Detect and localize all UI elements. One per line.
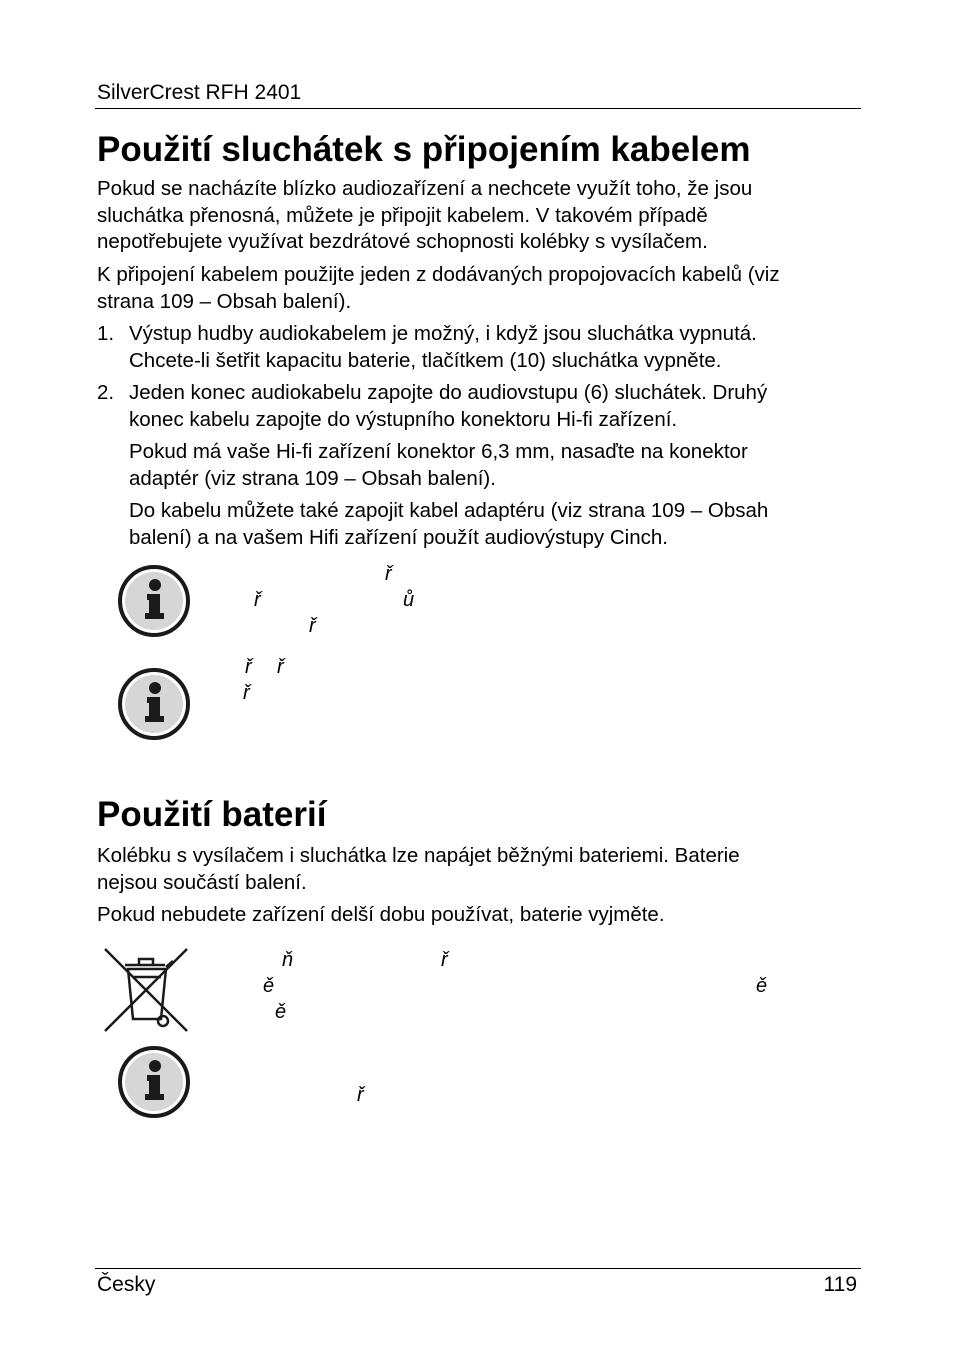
list-line: konec kabelu zapojte do výstupního konektoru Hi-fi zařízení.	[129, 407, 678, 431]
note1-fragment: ř	[385, 563, 392, 585]
list-item-1	[129, 321, 859, 374]
note1-fragment: ř	[309, 615, 316, 637]
note3-fragment: ň	[282, 949, 294, 971]
list-line: Do kabelu můžete také zapojit kabel adaptéru (viz strana 109 – Obsah	[129, 499, 769, 522]
note3-fragment: ě	[756, 975, 768, 997]
para-line: nepotřebujete využívat bezdrátové schopnosti kolébky s vysílačem.	[97, 230, 708, 253]
list-line: adaptér (viz strana 109 – Obsah balení).	[129, 466, 496, 490]
note2-fragment: ř	[245, 656, 252, 678]
header-rule	[95, 108, 861, 109]
info-icon	[116, 563, 192, 639]
para-line: nejsou součástí balení.	[97, 870, 307, 894]
note2-fragment: ř	[243, 682, 250, 704]
para-line: Pokud se nacházíte blízko audiozařízení a nechcete využít toho, že jsou	[97, 177, 753, 200]
list-item-2-sub2	[129, 498, 859, 551]
list-line: Jeden konec audiokabelu zapojte do audiovstupu (6) sluchátek. Druhý	[129, 381, 768, 404]
crossed-out-wheelie-bin-icon	[103, 947, 189, 1033]
list-line: Výstup hudby audiokabelem je možný, i když jsou sluchátka vypnutá.	[129, 322, 757, 345]
info-icon	[116, 666, 192, 742]
para-line: K připojení kabelem použijte jeden z dodávaných propojovacích kabelů (viz	[97, 263, 780, 286]
section2-para1	[97, 843, 857, 896]
list-item-2-sub1	[129, 439, 859, 492]
note1-fragment: ů	[403, 589, 415, 611]
note3-fragment: ě	[263, 975, 275, 997]
note1-fragment: ř	[254, 589, 261, 611]
para-line: Kolébku s vysílačem i sluchátka lze napájet běžnými bateriemi. Baterie	[97, 844, 740, 867]
section2-heading: Použití baterií	[97, 795, 327, 834]
list-line: Chcete-li šetřit kapacitu baterie, tlačítkem (10) sluchátka vypněte.	[129, 348, 722, 372]
list-number-1: 1.	[97, 322, 115, 345]
list-item-2	[129, 380, 859, 433]
section1-para2	[97, 262, 857, 315]
header-title: SilverCrest RFH 2401	[97, 81, 302, 104]
note4-fragment: ř	[357, 1084, 364, 1106]
para-line: strana 109 – Obsah balení).	[97, 289, 352, 313]
list-number-2: 2.	[97, 381, 115, 404]
footer-rule	[95, 1268, 861, 1269]
page-number: 119	[823, 1273, 857, 1296]
footer-language: Česky	[97, 1273, 156, 1296]
list-line: Pokud má vaše Hi-fi zařízení konektor 6,3 mm, nasaďte na konektor	[129, 440, 748, 463]
note3-fragment: ě	[275, 1001, 287, 1023]
section1-para1	[97, 176, 857, 256]
para-line: sluchátka přenosná, můžete je připojit kabelem. V takovém případě	[97, 203, 708, 227]
note3-fragment: ř	[441, 949, 448, 971]
para-line: Pokud nebudete zařízení delší dobu používat, baterie vyjměte.	[97, 903, 665, 926]
note2-fragment: ř	[277, 656, 284, 678]
section2-para2	[97, 902, 857, 929]
list-line: balení) a na vašem Hifi zařízení použít audiovýstupy Cinch.	[129, 525, 668, 549]
section1-heading: Použití sluchátek s připojením kabelem	[97, 130, 751, 169]
info-icon	[116, 1044, 192, 1120]
